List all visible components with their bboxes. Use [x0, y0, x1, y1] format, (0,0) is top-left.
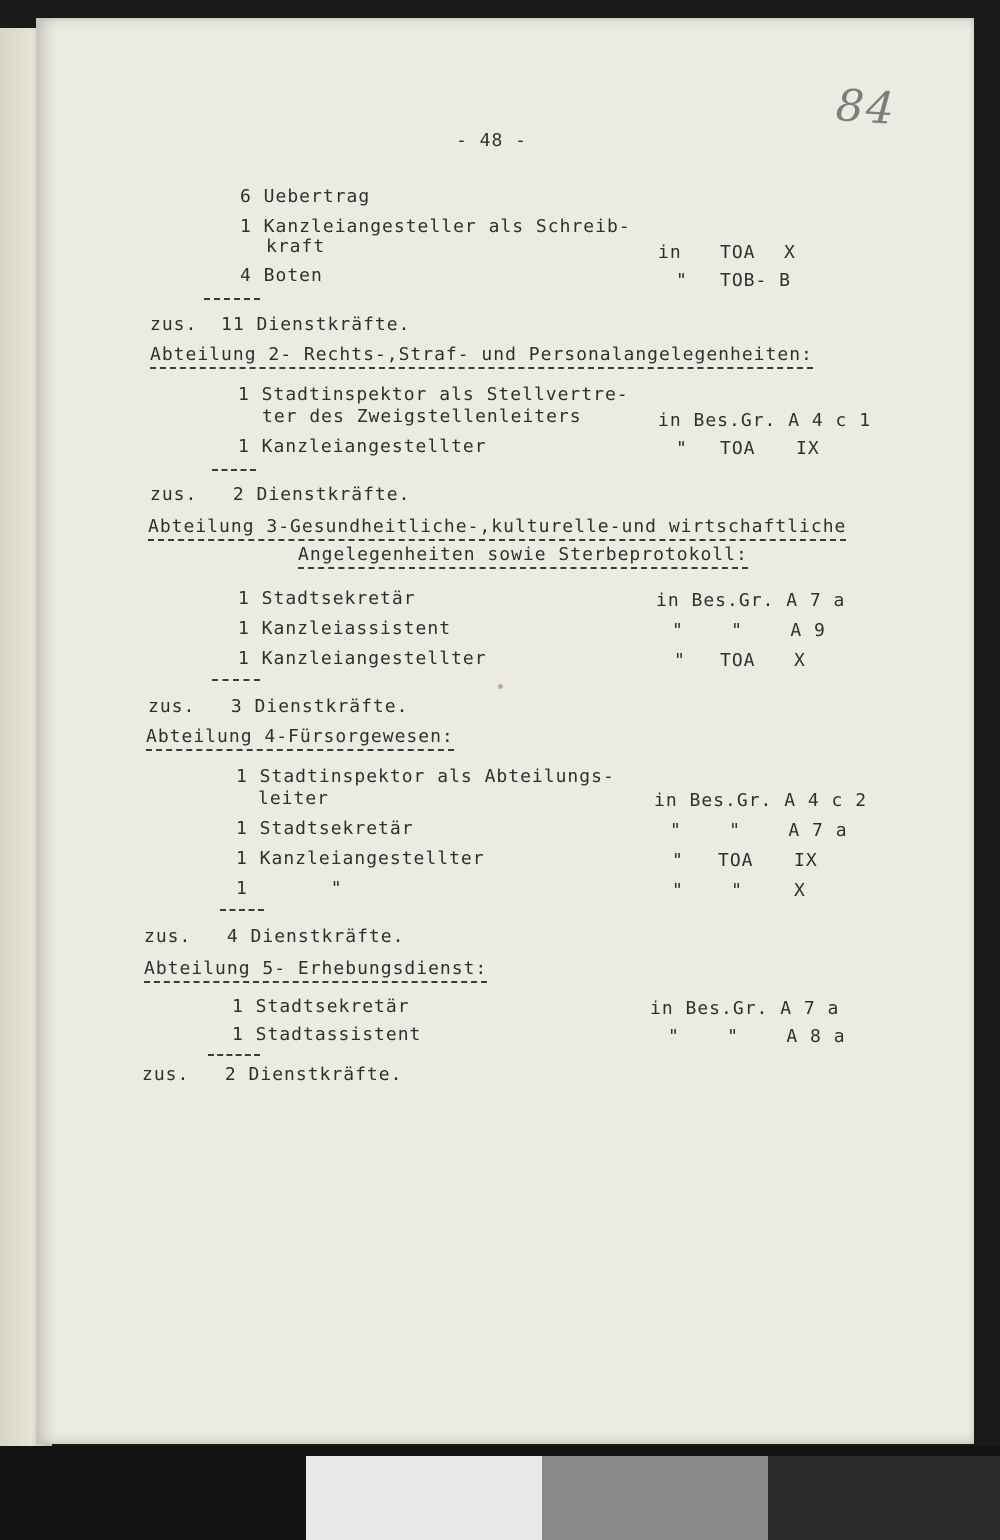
text-cell: X — [794, 650, 806, 671]
text-line: 1 Kanzleiangestellter — [238, 648, 487, 669]
text-cell: " — [672, 850, 684, 871]
section-heading: Abteilung 4-Fürsorgewesen: — [146, 726, 454, 751]
text-cell: " " A 9 — [672, 620, 826, 641]
section-heading: Abteilung 3-Gesundheitliche-,kulturelle-und wirtschaftliche — [148, 516, 846, 541]
sum-rule — [212, 679, 260, 681]
text-cell: in — [658, 242, 682, 263]
subtotal-line: zus. 3 Dienstkräfte. — [148, 696, 409, 717]
text-line: 1 Kanzleiangestellter — [238, 436, 487, 457]
text-line: 1 Stadtsekretär — [236, 818, 414, 839]
sum-rule — [212, 469, 256, 471]
document-page — [36, 18, 974, 1444]
text-line: 1 Stadtsekretär — [238, 588, 416, 609]
section-heading: Abteilung 2- Rechts-,Straf- und Personalangelegenheiten: — [150, 344, 813, 369]
section-heading: Abteilung 5- Erhebungsdienst: — [144, 958, 487, 983]
text-cell: " " — [672, 880, 744, 901]
text-line: 6 Uebertrag — [240, 186, 371, 207]
text-cell: TOA — [720, 650, 756, 671]
text-line: kraft — [266, 236, 326, 257]
subtotal-line: zus. 2 Dienstkräfte. — [150, 484, 411, 505]
text-cell: X — [794, 880, 806, 901]
text-cell: X — [784, 242, 796, 263]
text-cell: in Bes.Gr. A 4 c 1 — [658, 410, 872, 431]
text-cell: " — [676, 270, 688, 291]
text-line: 4 Boten — [240, 265, 323, 286]
sum-rule — [220, 909, 264, 911]
color-swatch-light — [306, 1456, 542, 1540]
text-cell: in Bes.Gr. A 4 c 2 — [654, 790, 868, 811]
text-line: 1 Stadtsekretär — [232, 996, 410, 1017]
page-number: - 48 - — [456, 130, 528, 151]
text-cell: TOA — [720, 242, 756, 263]
text-cell: in Bes.Gr. A 7 a — [656, 590, 846, 611]
text-line: ter des Zweigstellenleiters — [262, 406, 582, 427]
text-line: 1 " — [236, 878, 343, 899]
text-cell: " " A 8 a — [668, 1026, 846, 1047]
text-line: leiter — [258, 788, 330, 809]
text-line: 1 Kanzleiassistent — [238, 618, 452, 639]
color-swatch-dark — [768, 1456, 1000, 1540]
text-cell: " " A 7 a — [670, 820, 848, 841]
ink-speck — [498, 684, 503, 689]
text-cell: " — [676, 438, 688, 459]
color-swatch-mid — [542, 1456, 768, 1540]
subtotal-line: zus. 11 Dienstkräfte. — [150, 314, 411, 335]
sum-rule — [204, 298, 260, 300]
folio-number: 84 — [834, 79, 898, 136]
subtotal-line: zus. 2 Dienstkräfte. — [142, 1064, 403, 1085]
text-cell: in Bes.Gr. A 7 a — [650, 998, 840, 1019]
text-line: 1 Kanzleiangesteller als Schreib- — [240, 216, 631, 237]
text-cell: TOA — [718, 850, 754, 871]
text-cell: IX — [794, 850, 818, 871]
text-cell: TOB- B — [720, 270, 792, 291]
subtotal-line: zus. 4 Dienstkräfte. — [144, 926, 405, 947]
text-cell: IX — [796, 438, 820, 459]
text-line: 1 Kanzleiangestellter — [236, 848, 485, 869]
text-cell: " — [674, 650, 686, 671]
text-line: 1 Stadtinspektor als Abteilungs- — [236, 766, 615, 787]
section-heading-continued: Angelegenheiten sowie Sterbeprotokoll: — [298, 544, 748, 569]
text-line: 1 Stadtinspektor als Stellvertre- — [238, 384, 629, 405]
text-line: 1 Stadtassistent — [232, 1024, 422, 1045]
text-cell: TOA — [720, 438, 756, 459]
sum-rule — [208, 1054, 260, 1056]
